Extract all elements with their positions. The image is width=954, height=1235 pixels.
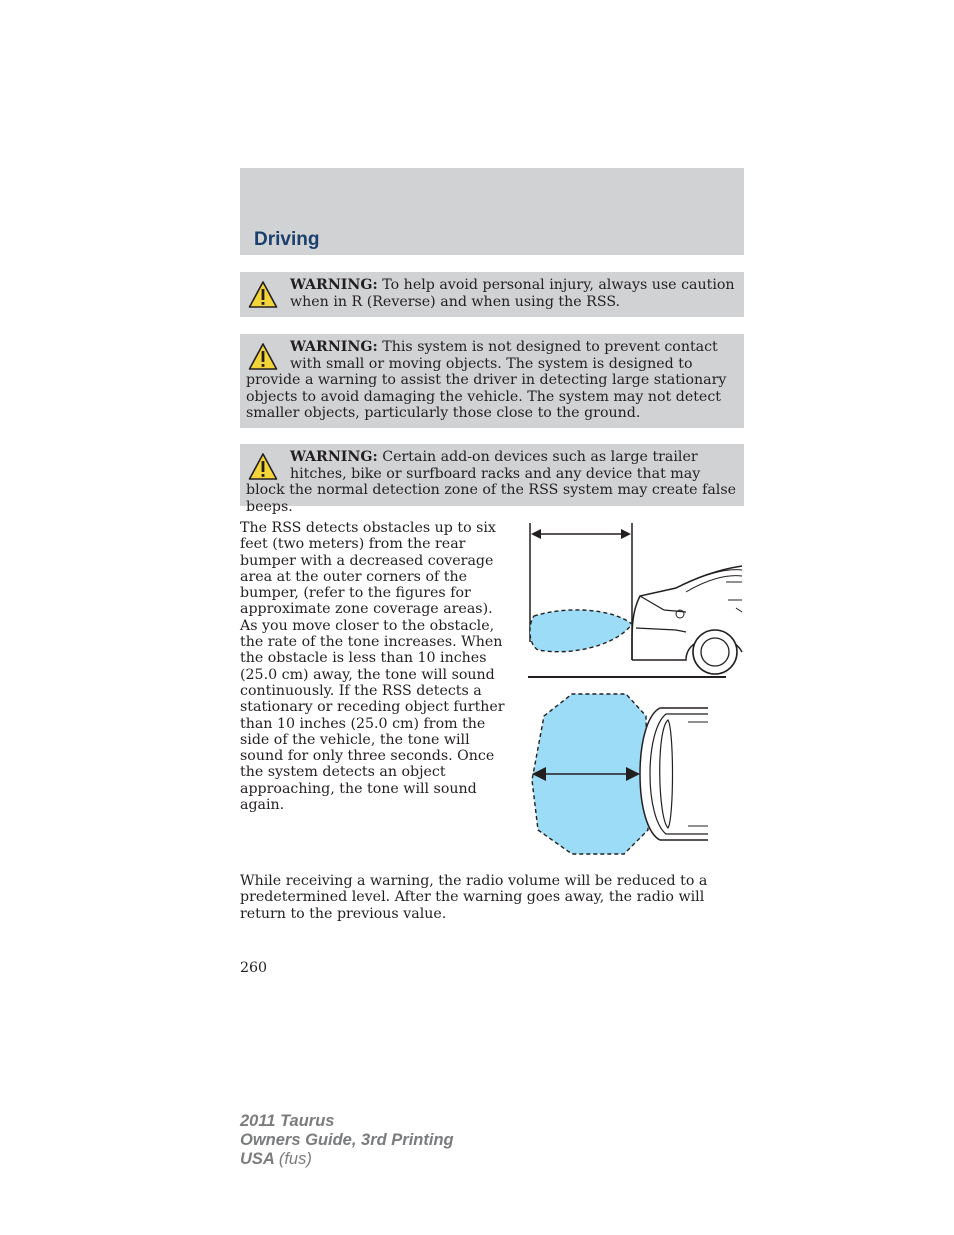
warning-triangle-icon bbox=[248, 280, 278, 310]
rss-description: The RSS detects obstacles up to six feet (two meters) from the rear bumper with a decreased coverage area at the outer corners of the bumper, (refer to the figures for approximate zone coverage areas). As you move closer to the obstacle, the rate of the tone increases. When the obstacle is less than 10 inches (25.0 cm) away, the tone will sound continuously. If the RSS detects a stationary or receding object further than 10 inches (25.0 cm) from the side of the vehicle, the tone will sound for only three seconds. Once the system detects an object approaching, the tone will sound again. bbox=[240, 520, 505, 814]
document-footer bbox=[240, 1112, 454, 1169]
section-title: Driving bbox=[254, 229, 320, 250]
warning-label: WARNING: bbox=[290, 449, 378, 465]
page-number: 260 bbox=[240, 960, 268, 976]
warning-label: WARNING: bbox=[290, 277, 378, 293]
warning-text: Certain add-on devices such as large trailer hitches, bike or surfboard racks and any device that may block the normal detection zone of the RSS system may create false beeps. bbox=[246, 449, 737, 515]
warning-box-3 bbox=[240, 444, 744, 515]
warning-box-1 bbox=[240, 272, 744, 317]
radio-volume-note: While receiving a warning, the radio volume will be reduced to a predetermined level. After the warning goes away, the radio will return to the previous value. bbox=[240, 873, 708, 922]
section-header bbox=[240, 168, 744, 255]
footer-region: USA bbox=[240, 1150, 275, 1168]
rss-top-view-illustration bbox=[528, 690, 718, 860]
footer-line-2: Owners Guide, 3rd Printing bbox=[240, 1131, 454, 1149]
warning-label: WARNING: bbox=[290, 339, 378, 355]
warning-triangle-icon bbox=[248, 452, 278, 482]
rss-side-view-illustration bbox=[526, 520, 746, 680]
warning-text: This system is not designed to prevent contact with small or moving objects. The system is designed to provide a warning to assist the driver in detecting large stationary objects to avoid damaging the vehicle. The system may not detect smaller objects, particularly those close to the ground. bbox=[246, 339, 727, 422]
warning-text: To help avoid personal injury, always use caution when in R (Reverse) and when using the RSS. bbox=[290, 277, 735, 310]
footer-line-1: 2011 Taurus bbox=[240, 1112, 335, 1130]
warning-triangle-icon bbox=[248, 342, 278, 372]
footer-region-code: (fus) bbox=[278, 1150, 312, 1168]
warning-box-2 bbox=[240, 334, 744, 428]
footer-line-3 bbox=[240, 1150, 454, 1169]
